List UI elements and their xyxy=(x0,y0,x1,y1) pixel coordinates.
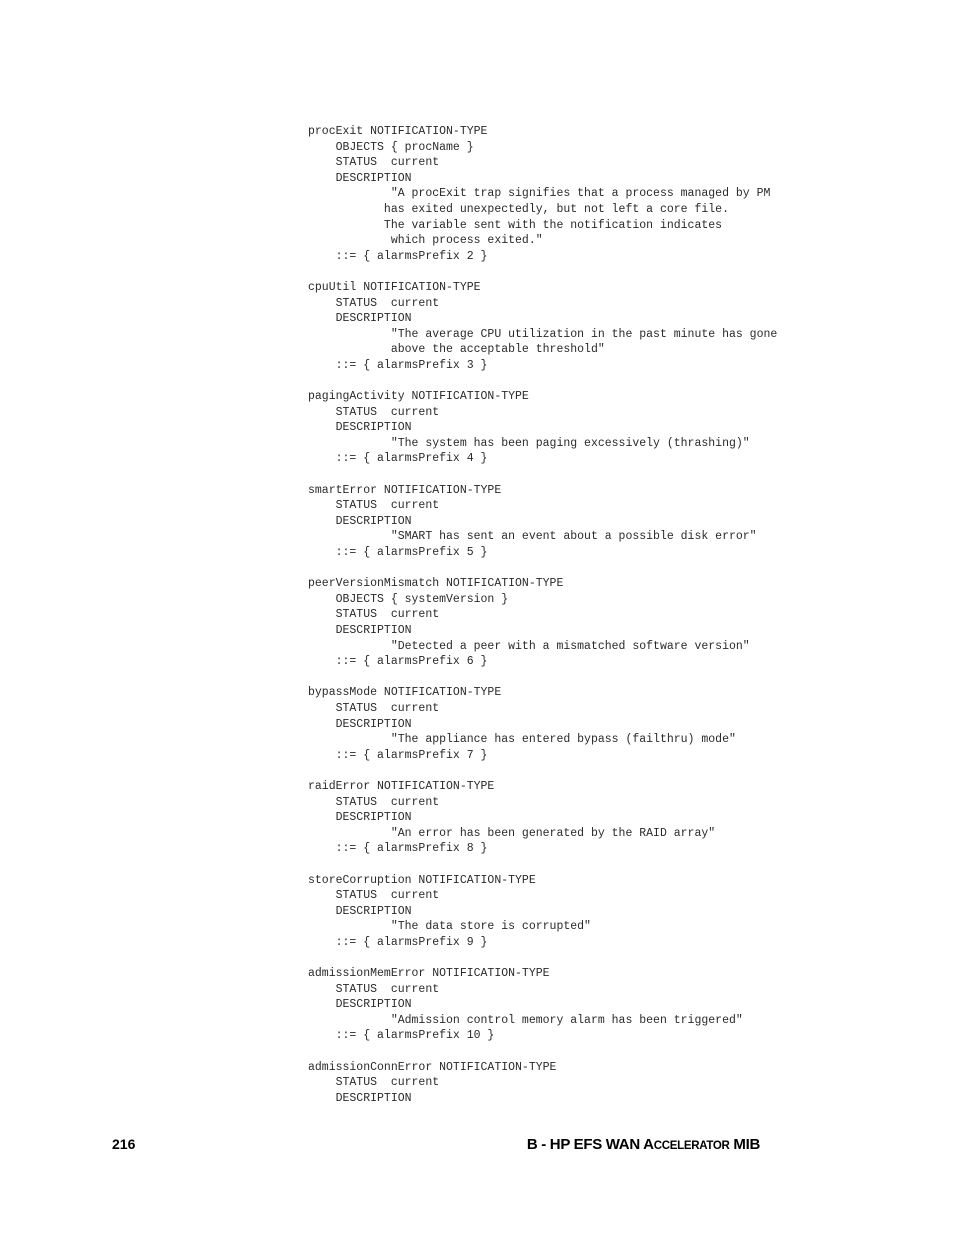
code-line: "Detected a peer with a mismatched software version" xyxy=(308,639,750,653)
code-line: bypassMode NOTIFICATION-TYPE xyxy=(308,686,502,700)
code-line: DESCRIPTION xyxy=(308,717,412,731)
code-line: ::= { alarmsPrefix 7 } xyxy=(308,748,488,762)
running-title-prefix: B - HP EFS WAN A xyxy=(526,1136,654,1153)
code-line: DESCRIPTION xyxy=(308,1091,412,1105)
code-line: The variable sent with the notification indicates xyxy=(308,218,723,232)
code-line: DESCRIPTION xyxy=(308,312,412,326)
code-line: pagingActivity NOTIFICATION-TYPE xyxy=(308,390,529,404)
code-line: DESCRIPTION xyxy=(308,514,412,528)
code-line: "A procExit trap signifies that a process managed by PM xyxy=(308,187,771,201)
code-line: "The data store is corrupted" xyxy=(308,920,591,934)
code-line xyxy=(308,264,928,280)
running-title-suffix: MIB xyxy=(729,1136,760,1153)
code-line: STATUS current xyxy=(308,1076,440,1090)
code-line: DESCRIPTION xyxy=(308,624,412,637)
code-line: STATUS current xyxy=(308,795,440,809)
code-line xyxy=(308,670,928,686)
code-line xyxy=(308,857,928,873)
code-line: STATUS current xyxy=(308,405,440,419)
code-line: STATUS current xyxy=(308,156,440,170)
code-line: DESCRIPTION xyxy=(308,811,412,825)
code-line: STATUS current xyxy=(308,499,440,513)
code-line: STATUS current xyxy=(308,701,440,715)
code-line: above the acceptable threshold" xyxy=(308,343,605,357)
code-line: smartError NOTIFICATION-TYPE xyxy=(308,483,502,497)
code-line: ::= { alarmsPrefix 10 } xyxy=(308,1029,495,1043)
code-line: ::= { alarmsPrefix 8 } xyxy=(308,842,488,856)
code-line: "The appliance has entered bypass (failthru) mode" xyxy=(308,733,736,747)
code-line: raidError NOTIFICATION-TYPE xyxy=(308,779,495,793)
code-line: peerVersionMismatch NOTIFICATION-TYPE xyxy=(308,577,564,591)
code-line xyxy=(308,467,928,483)
mib-code-listing xyxy=(308,124,928,1106)
code-line: ::= { alarmsPrefix 9 } xyxy=(308,935,488,949)
running-title-smallcaps: CCELERATOR xyxy=(653,1140,730,1152)
code-line: DESCRIPTION xyxy=(308,421,412,435)
code-line: OBJECTS { procName } xyxy=(308,140,474,154)
code-line: DESCRIPTION xyxy=(308,171,412,185)
code-line: ::= { alarmsPrefix 2 } xyxy=(308,249,488,263)
running-title xyxy=(527,1136,760,1153)
code-line: DESCRIPTION xyxy=(308,998,412,1012)
code-line xyxy=(308,763,928,779)
code-line: DESCRIPTION xyxy=(308,904,412,918)
code-line xyxy=(308,1044,928,1060)
page-number: 216 xyxy=(112,1136,136,1152)
code-line: "The average CPU utilization in the past minute has gone xyxy=(308,327,778,341)
code-line: STATUS current xyxy=(308,982,440,996)
code-line: STATUS current xyxy=(308,608,440,622)
code-line: STATUS current xyxy=(308,296,440,310)
code-line: "SMART has sent an event about a possible disk error" xyxy=(308,530,757,544)
code-line: has exited unexpectedly, but not left a core file. xyxy=(308,202,729,216)
code-line: "An error has been generated by the RAID array" xyxy=(308,826,716,840)
code-line xyxy=(308,561,928,577)
code-line: STATUS current xyxy=(308,889,440,903)
code-line: admissionConnError NOTIFICATION-TYPE xyxy=(308,1060,557,1074)
code-line: admissionMemError NOTIFICATION-TYPE xyxy=(308,967,550,981)
code-line: procExit NOTIFICATION-TYPE xyxy=(308,125,488,138)
code-line: "The system has been paging excessively (thrashing)" xyxy=(308,436,750,450)
code-line: storeCorruption NOTIFICATION-TYPE xyxy=(308,873,536,887)
code-line xyxy=(308,374,928,390)
code-line: ::= { alarmsPrefix 4 } xyxy=(308,452,488,466)
code-line: cpuUtil NOTIFICATION-TYPE xyxy=(308,280,481,294)
code-line: "Admission control memory alarm has been triggered" xyxy=(308,1013,743,1027)
code-line: OBJECTS { systemVersion } xyxy=(308,592,509,606)
code-line: ::= { alarmsPrefix 5 } xyxy=(308,546,488,560)
code-line xyxy=(308,950,928,966)
code-line: ::= { alarmsPrefix 6 } xyxy=(308,655,488,669)
code-line: which process exited." xyxy=(308,234,543,248)
code-line: ::= { alarmsPrefix 3 } xyxy=(308,358,488,372)
page-footer xyxy=(112,1136,760,1156)
